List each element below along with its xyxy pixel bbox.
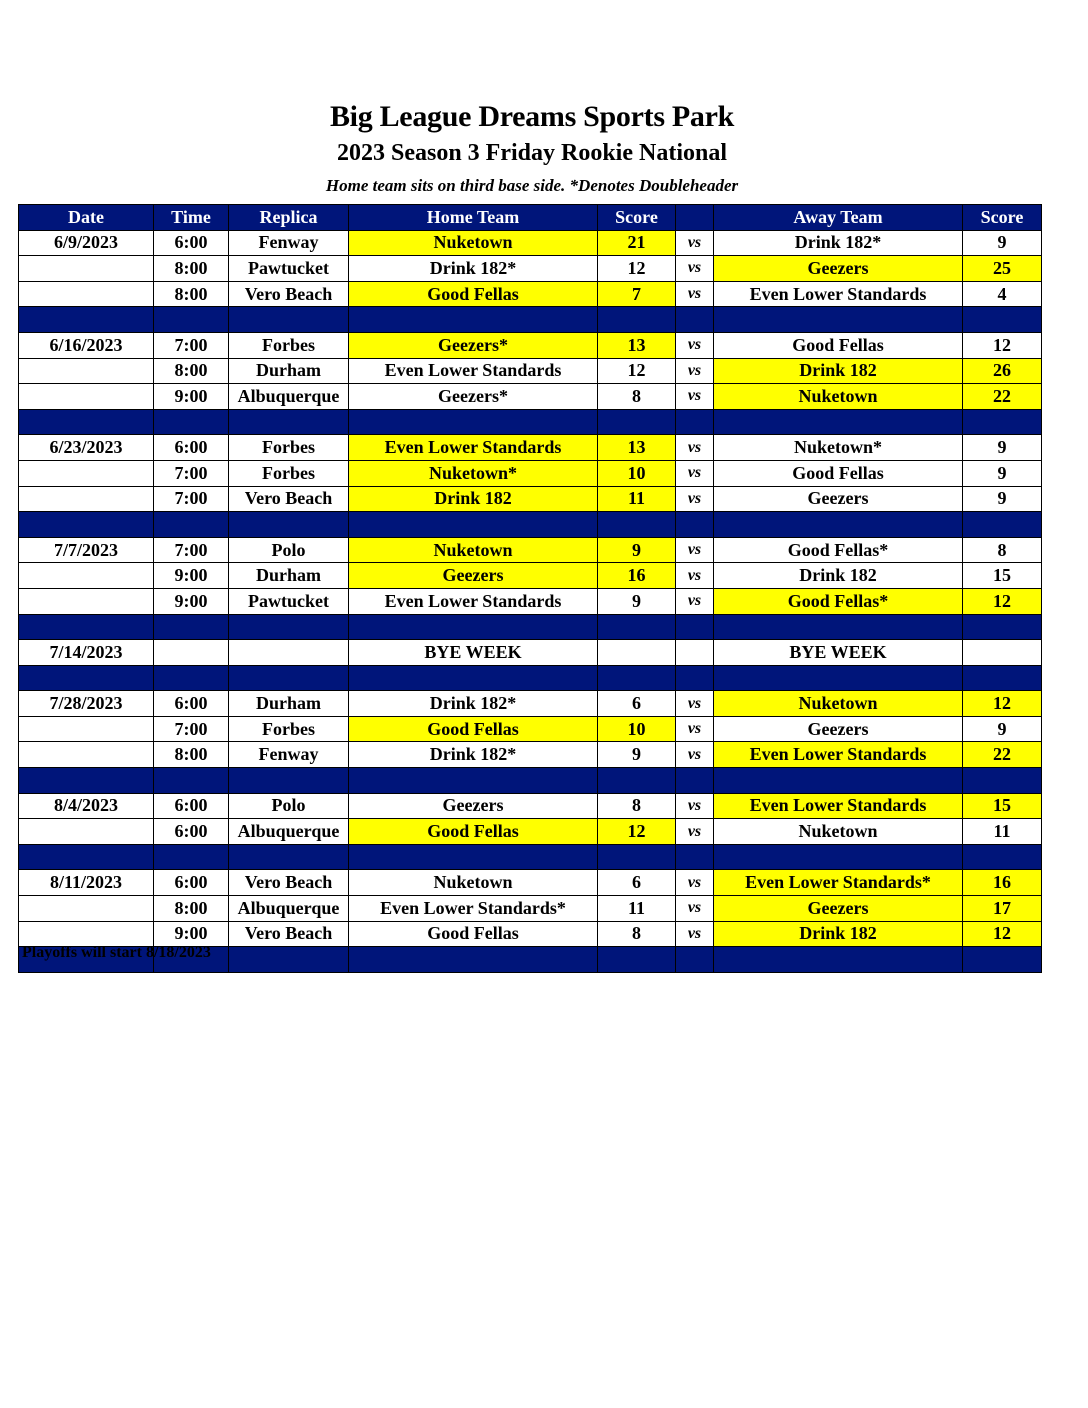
- cell-replica: Albuquerque: [229, 384, 349, 410]
- cell-home-score: 8: [598, 384, 676, 410]
- separator-cell: [598, 844, 676, 870]
- cell-time: 9:00: [154, 921, 229, 947]
- separator-cell: [963, 665, 1042, 691]
- cell-replica: Durham: [229, 358, 349, 384]
- cell-home-score: 9: [598, 742, 676, 768]
- cell-vs: vs: [676, 230, 714, 256]
- cell-vs: vs: [676, 460, 714, 486]
- cell-away-team: Geezers: [714, 896, 963, 922]
- separator-cell: [598, 307, 676, 333]
- cell-vs: vs: [676, 896, 714, 922]
- cell-vs: vs: [676, 563, 714, 589]
- separator-cell: [676, 512, 714, 538]
- separator-cell: [598, 768, 676, 794]
- cell-home-team: Drink 182*: [349, 691, 598, 717]
- separator-cell: [676, 768, 714, 794]
- cell-home-score: 9: [598, 537, 676, 563]
- cell-home-score: 7: [598, 281, 676, 307]
- separator-cell: [714, 512, 963, 538]
- cell-date: 8/4/2023: [19, 793, 154, 819]
- cell-replica: Pawtucket: [229, 588, 349, 614]
- separator-cell: [229, 844, 349, 870]
- cell-home-team: Drink 182: [349, 486, 598, 512]
- cell-away-score: 16: [963, 870, 1042, 896]
- cell-away-team: Good Fellas*: [714, 537, 963, 563]
- table-row: [19, 230, 1042, 256]
- cell-home-score: 13: [598, 332, 676, 358]
- cell-home-team: Even Lower Standards: [349, 358, 598, 384]
- cell-replica: Albuquerque: [229, 819, 349, 845]
- separator-cell: [963, 947, 1042, 973]
- separator-cell: [963, 844, 1042, 870]
- separator-cell: [19, 409, 154, 435]
- cell-replica: Durham: [229, 563, 349, 589]
- cell-replica: Forbes: [229, 460, 349, 486]
- cell-vs: vs: [676, 486, 714, 512]
- table-row: [19, 691, 1042, 717]
- separator-cell: [154, 512, 229, 538]
- header-vs: [676, 205, 714, 231]
- cell-vs: vs: [676, 870, 714, 896]
- cell-away-score: 17: [963, 896, 1042, 922]
- table-row: [19, 716, 1042, 742]
- cell-away-team: Even Lower Standards: [714, 793, 963, 819]
- separator-cell: [714, 614, 963, 640]
- cell-date: [19, 896, 154, 922]
- cell-home-score: 10: [598, 716, 676, 742]
- cell-away-team: Geezers: [714, 716, 963, 742]
- cell-time: 8:00: [154, 256, 229, 282]
- separator-cell: [349, 947, 598, 973]
- cell-home-score: 11: [598, 896, 676, 922]
- cell-home-team: Geezers*: [349, 384, 598, 410]
- separator-cell: [229, 409, 349, 435]
- separator-cell: [676, 844, 714, 870]
- cell-replica: Forbes: [229, 332, 349, 358]
- separator-cell: [349, 409, 598, 435]
- cell-replica: Fenway: [229, 230, 349, 256]
- cell-home-score: 16: [598, 563, 676, 589]
- header-time: Time: [154, 205, 229, 231]
- table-row: [19, 332, 1042, 358]
- cell-home-team: Drink 182*: [349, 256, 598, 282]
- separator-cell: [154, 614, 229, 640]
- cell-replica: Vero Beach: [229, 870, 349, 896]
- cell-away-team: Nuketown: [714, 691, 963, 717]
- cell-home-team: Good Fellas: [349, 819, 598, 845]
- separator-cell: [19, 665, 154, 691]
- separator-row: [19, 512, 1042, 538]
- cell-date: 6/16/2023: [19, 332, 154, 358]
- table-row: [19, 793, 1042, 819]
- header-away-score: Score: [963, 205, 1042, 231]
- cell-home-team: Even Lower Standards: [349, 435, 598, 461]
- cell-replica: Fenway: [229, 742, 349, 768]
- cell-time: 9:00: [154, 384, 229, 410]
- cell-vs: vs: [676, 921, 714, 947]
- table-row: [19, 435, 1042, 461]
- separator-cell: [349, 844, 598, 870]
- cell-away-score: 12: [963, 588, 1042, 614]
- cell-home-score: 6: [598, 870, 676, 896]
- cell-time: 9:00: [154, 563, 229, 589]
- cell-home-team: BYE WEEK: [349, 640, 598, 666]
- separator-cell: [676, 614, 714, 640]
- playoffs-note: Playoffs will start 8/18/2023: [22, 944, 211, 961]
- separator-cell: [598, 409, 676, 435]
- cell-home-score: 11: [598, 486, 676, 512]
- cell-vs: vs: [676, 256, 714, 282]
- cell-home-score: 8: [598, 921, 676, 947]
- cell-vs: [676, 640, 714, 666]
- cell-away-team: Drink 182*: [714, 230, 963, 256]
- cell-away-team: Nuketown*: [714, 435, 963, 461]
- cell-time: 9:00: [154, 588, 229, 614]
- cell-home-score: 21: [598, 230, 676, 256]
- cell-away-score: 9: [963, 486, 1042, 512]
- separator-cell: [229, 947, 349, 973]
- cell-away-score: [963, 640, 1042, 666]
- page-title: Big League Dreams Sports Park: [329, 100, 735, 133]
- cell-time: 7:00: [154, 486, 229, 512]
- separator-cell: [154, 665, 229, 691]
- cell-time: 8:00: [154, 896, 229, 922]
- separator-cell: [154, 307, 229, 333]
- schedule-body: [19, 230, 1042, 972]
- cell-replica: Durham: [229, 691, 349, 717]
- cell-away-score: 9: [963, 230, 1042, 256]
- table-row: [19, 460, 1042, 486]
- separator-cell: [19, 307, 154, 333]
- schedule-note: Home team sits on third base side. *Denotes Doubleheader: [325, 176, 739, 195]
- separator-cell: [963, 614, 1042, 640]
- cell-date: [19, 358, 154, 384]
- cell-date: 6/23/2023: [19, 435, 154, 461]
- separator-cell: [229, 512, 349, 538]
- cell-home-team: Even Lower Standards: [349, 588, 598, 614]
- cell-away-score: 4: [963, 281, 1042, 307]
- cell-away-team: Nuketown: [714, 384, 963, 410]
- separator-row: [19, 665, 1042, 691]
- separator-row: [19, 409, 1042, 435]
- table-row: [19, 256, 1042, 282]
- cell-vs: vs: [676, 281, 714, 307]
- separator-cell: [229, 307, 349, 333]
- separator-cell: [154, 844, 229, 870]
- separator-cell: [229, 665, 349, 691]
- separator-cell: [154, 768, 229, 794]
- cell-vs: vs: [676, 435, 714, 461]
- separator-cell: [154, 409, 229, 435]
- cell-away-score: 9: [963, 716, 1042, 742]
- cell-vs: vs: [676, 691, 714, 717]
- table-row: [19, 819, 1042, 845]
- cell-home-team: Even Lower Standards*: [349, 896, 598, 922]
- separator-cell: [229, 614, 349, 640]
- header-away-team: Away Team: [714, 205, 963, 231]
- cell-replica: Vero Beach: [229, 281, 349, 307]
- cell-time: 8:00: [154, 281, 229, 307]
- separator-cell: [598, 665, 676, 691]
- cell-replica: Polo: [229, 537, 349, 563]
- cell-date: [19, 563, 154, 589]
- page-subtitle: 2023 Season 3 Friday Rookie National: [336, 140, 728, 166]
- cell-vs: vs: [676, 716, 714, 742]
- separator-cell: [714, 665, 963, 691]
- cell-home-score: 10: [598, 460, 676, 486]
- separator-cell: [676, 409, 714, 435]
- cell-time: 6:00: [154, 819, 229, 845]
- separator-cell: [19, 614, 154, 640]
- separator-cell: [714, 409, 963, 435]
- cell-vs: vs: [676, 742, 714, 768]
- table-row: [19, 640, 1042, 666]
- cell-time: 8:00: [154, 358, 229, 384]
- separator-cell: [676, 947, 714, 973]
- cell-replica: Pawtucket: [229, 256, 349, 282]
- separator-cell: [714, 768, 963, 794]
- cell-home-team: Good Fellas: [349, 921, 598, 947]
- schedule-table: [18, 204, 1042, 973]
- cell-home-score: 12: [598, 256, 676, 282]
- cell-time: 6:00: [154, 230, 229, 256]
- cell-vs: vs: [676, 358, 714, 384]
- cell-away-score: 15: [963, 563, 1042, 589]
- separator-cell: [963, 307, 1042, 333]
- cell-replica: Vero Beach: [229, 921, 349, 947]
- cell-away-team: Even Lower Standards: [714, 742, 963, 768]
- separator-cell: [19, 844, 154, 870]
- cell-replica: Polo: [229, 793, 349, 819]
- header-row: [19, 205, 1042, 231]
- cell-time: 6:00: [154, 793, 229, 819]
- cell-home-team: Nuketown: [349, 870, 598, 896]
- cell-home-team: Nuketown: [349, 537, 598, 563]
- separator-row: [19, 307, 1042, 333]
- cell-vs: vs: [676, 588, 714, 614]
- cell-date: [19, 486, 154, 512]
- separator-cell: [349, 307, 598, 333]
- cell-home-score: 8: [598, 793, 676, 819]
- cell-replica: Forbes: [229, 435, 349, 461]
- separator-row: [19, 614, 1042, 640]
- cell-date: [19, 921, 154, 947]
- cell-home-team: Geezers: [349, 793, 598, 819]
- cell-time: 6:00: [154, 435, 229, 461]
- cell-vs: vs: [676, 819, 714, 845]
- separator-cell: [676, 665, 714, 691]
- cell-date: [19, 281, 154, 307]
- header-date: Date: [19, 205, 154, 231]
- cell-time: 7:00: [154, 537, 229, 563]
- cell-home-score: 6: [598, 691, 676, 717]
- separator-cell: [349, 512, 598, 538]
- table-row: [19, 537, 1042, 563]
- cell-away-score: 25: [963, 256, 1042, 282]
- table-row: [19, 588, 1042, 614]
- table-row: [19, 384, 1042, 410]
- header-home-team: Home Team: [349, 205, 598, 231]
- table-row: [19, 358, 1042, 384]
- cell-away-score: 12: [963, 691, 1042, 717]
- table-row: [19, 921, 1042, 947]
- cell-date: [19, 819, 154, 845]
- cell-date: [19, 588, 154, 614]
- cell-home-team: Nuketown: [349, 230, 598, 256]
- cell-away-score: 15: [963, 793, 1042, 819]
- cell-replica: Forbes: [229, 716, 349, 742]
- cell-date: [19, 256, 154, 282]
- cell-away-score: 11: [963, 819, 1042, 845]
- cell-date: 7/28/2023: [19, 691, 154, 717]
- cell-time: [154, 640, 229, 666]
- cell-away-team: Good Fellas*: [714, 588, 963, 614]
- cell-away-score: 22: [963, 742, 1042, 768]
- separator-cell: [963, 512, 1042, 538]
- header-replica: Replica: [229, 205, 349, 231]
- separator-cell: [19, 512, 154, 538]
- separator-row: [19, 768, 1042, 794]
- cell-home-score: 12: [598, 819, 676, 845]
- cell-away-team: Even Lower Standards*: [714, 870, 963, 896]
- cell-away-score: 12: [963, 332, 1042, 358]
- cell-time: 7:00: [154, 332, 229, 358]
- cell-away-team: BYE WEEK: [714, 640, 963, 666]
- cell-vs: vs: [676, 332, 714, 358]
- separator-cell: [963, 409, 1042, 435]
- separator-cell: [349, 768, 598, 794]
- cell-away-team: Even Lower Standards: [714, 281, 963, 307]
- header-home-score: Score: [598, 205, 676, 231]
- cell-time: 6:00: [154, 691, 229, 717]
- separator-cell: [349, 665, 598, 691]
- cell-time: 6:00: [154, 870, 229, 896]
- cell-home-team: Geezers*: [349, 332, 598, 358]
- cell-date: 7/7/2023: [19, 537, 154, 563]
- cell-away-score: 9: [963, 435, 1042, 461]
- table-row: [19, 870, 1042, 896]
- cell-away-team: Drink 182: [714, 563, 963, 589]
- cell-date: [19, 742, 154, 768]
- cell-date: 6/9/2023: [19, 230, 154, 256]
- separator-cell: [598, 512, 676, 538]
- separator-cell: [714, 947, 963, 973]
- cell-date: [19, 716, 154, 742]
- cell-away-score: 26: [963, 358, 1042, 384]
- table-row: [19, 281, 1042, 307]
- cell-date: 7/14/2023: [19, 640, 154, 666]
- cell-away-team: Geezers: [714, 486, 963, 512]
- cell-away-score: 12: [963, 921, 1042, 947]
- cell-home-team: Nuketown*: [349, 460, 598, 486]
- cell-home-score: 9: [598, 588, 676, 614]
- separator-cell: [963, 768, 1042, 794]
- separator-row: [19, 844, 1042, 870]
- cell-home-team: Geezers: [349, 563, 598, 589]
- cell-home-team: Drink 182*: [349, 742, 598, 768]
- separator-cell: [714, 844, 963, 870]
- cell-home-score: 12: [598, 358, 676, 384]
- cell-vs: vs: [676, 793, 714, 819]
- separator-cell: [598, 614, 676, 640]
- cell-date: 8/11/2023: [19, 870, 154, 896]
- cell-away-team: Geezers: [714, 256, 963, 282]
- cell-time: 7:00: [154, 460, 229, 486]
- cell-home-team: Good Fellas: [349, 716, 598, 742]
- table-row: [19, 896, 1042, 922]
- cell-home-score: [598, 640, 676, 666]
- cell-time: 8:00: [154, 742, 229, 768]
- cell-home-score: 13: [598, 435, 676, 461]
- cell-replica: Vero Beach: [229, 486, 349, 512]
- separator-cell: [349, 614, 598, 640]
- table-row: [19, 486, 1042, 512]
- table-row: [19, 563, 1042, 589]
- separator-cell: [714, 307, 963, 333]
- cell-away-team: Good Fellas: [714, 332, 963, 358]
- separator-cell: [229, 768, 349, 794]
- cell-home-team: Good Fellas: [349, 281, 598, 307]
- cell-vs: vs: [676, 384, 714, 410]
- cell-replica: Albuquerque: [229, 896, 349, 922]
- cell-time: 7:00: [154, 716, 229, 742]
- separator-cell: [598, 947, 676, 973]
- cell-away-score: 22: [963, 384, 1042, 410]
- cell-date: [19, 460, 154, 486]
- cell-vs: vs: [676, 537, 714, 563]
- cell-away-team: Drink 182: [714, 921, 963, 947]
- cell-away-team: Drink 182: [714, 358, 963, 384]
- cell-away-team: Nuketown: [714, 819, 963, 845]
- cell-date: [19, 384, 154, 410]
- cell-replica: [229, 640, 349, 666]
- separator-cell: [19, 768, 154, 794]
- cell-away-team: Good Fellas: [714, 460, 963, 486]
- cell-away-score: 8: [963, 537, 1042, 563]
- table-row: [19, 742, 1042, 768]
- separator-cell: [676, 307, 714, 333]
- cell-away-score: 9: [963, 460, 1042, 486]
